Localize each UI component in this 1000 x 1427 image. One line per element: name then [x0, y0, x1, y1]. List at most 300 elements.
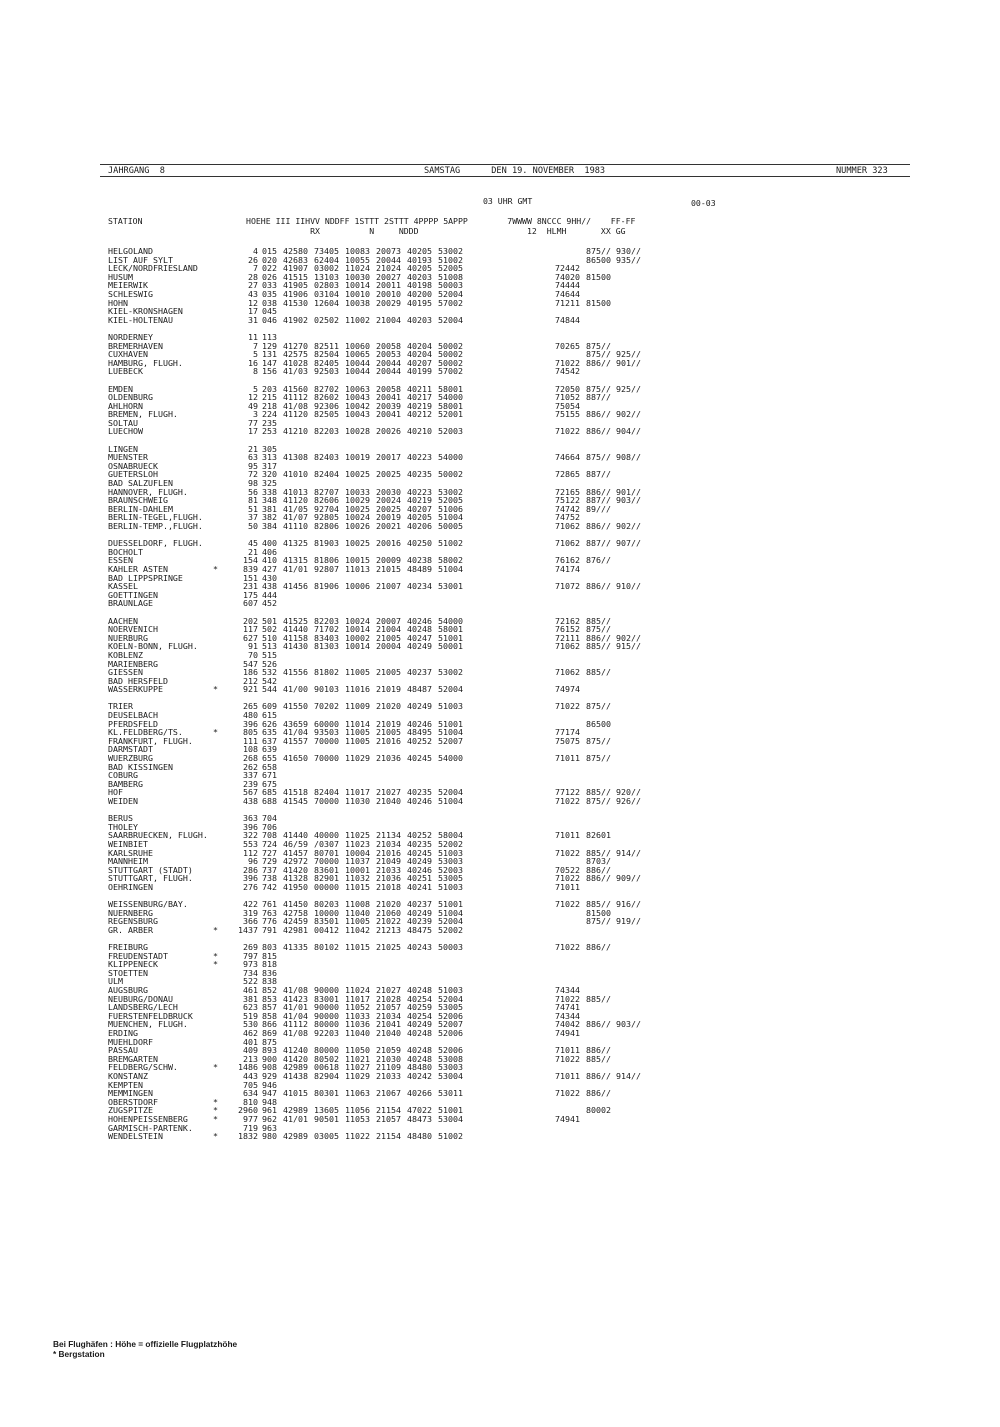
station-row: [108, 427, 898, 436]
station-row: [108, 1098, 898, 1107]
weather-7wwww: 71022: [555, 796, 580, 806]
tendency-5appp: 53002: [438, 246, 463, 256]
iihvv: 41335: [283, 942, 308, 953]
iihvv: 41/04: [283, 1010, 308, 1021]
weather-7wwww: 74742: [555, 503, 580, 514]
station-name: OBERSTDORF: [108, 1096, 158, 1107]
station-row: [108, 720, 898, 729]
weather-7wwww: 75075: [555, 735, 580, 746]
nddff: 82405: [314, 357, 339, 368]
temp-1sttt: 10083: [345, 246, 370, 256]
issue-number: NUMMER 323: [836, 166, 888, 176]
temp-1sttt: 11037: [345, 856, 370, 867]
station-name: WEIDEN: [108, 796, 138, 806]
block-id: 815: [262, 950, 277, 961]
tendency-5appp: 58001: [438, 624, 463, 635]
iihvv: 41010: [283, 469, 308, 480]
station-row: [108, 668, 898, 677]
iihvv: 43659: [283, 718, 308, 729]
temp-1sttt: 10014: [345, 641, 370, 652]
station-height: 276: [243, 881, 258, 892]
tendency-5appp: 53001: [438, 581, 463, 592]
iihvv: 41158: [283, 632, 308, 643]
pressure-4pppp: 40195: [407, 297, 432, 308]
station-row: [108, 1003, 898, 1012]
temp-1sttt: 11040: [345, 1028, 370, 1039]
mountain-station-star: *: [213, 1105, 218, 1116]
iihvv: 42989: [283, 1105, 308, 1116]
block-id: 869: [262, 1028, 277, 1039]
station-row: [108, 565, 898, 574]
station-height: 553: [243, 838, 258, 849]
pressure-4pppp: 40248: [407, 1045, 432, 1056]
station-row: [108, 505, 898, 514]
station-row: [108, 900, 898, 909]
station-row: [108, 977, 898, 986]
station-name: BAD KISSINGEN: [108, 761, 173, 772]
mountain-station-star: *: [213, 563, 218, 574]
station-height: 973: [243, 959, 258, 970]
block-id: 427: [262, 563, 277, 574]
station-row: [108, 995, 898, 1004]
station-name: LECK/NORDFRIESLAND: [108, 263, 198, 274]
nddff: 00000: [314, 881, 339, 892]
cloud-9hh: 901//: [616, 486, 641, 497]
station-name: NUERNBERG: [108, 907, 153, 918]
temp-1sttt: 11022: [345, 1131, 370, 1142]
tendency-5appp: 51004: [438, 796, 463, 806]
temp-2sttt: 20029: [376, 297, 401, 308]
station-name: BERLIN-DAHLEM: [108, 503, 173, 514]
iihvv: 41906: [283, 288, 308, 299]
cloud-8nccc: 875//: [586, 796, 611, 806]
cloud-8nccc: 886//: [586, 873, 611, 884]
pressure-4pppp: 40249: [407, 856, 432, 867]
iihvv: 41530: [283, 297, 308, 308]
tendency-5appp: 52006: [438, 1010, 463, 1021]
temp-1sttt: 11050: [345, 1045, 370, 1056]
block-id: 838: [262, 976, 277, 987]
pressure-4pppp: 40204: [407, 349, 432, 360]
nddff: 70202: [314, 701, 339, 712]
nddff: 70000: [314, 796, 339, 806]
temp-2sttt: 21060: [376, 907, 401, 918]
station-row: [108, 1029, 898, 1038]
weather-7wwww: 70522: [555, 864, 580, 875]
cloud-8nccc: 885//: [586, 787, 611, 798]
station-row: [108, 445, 898, 454]
observation-time: 03 UHR GMT: [483, 196, 533, 206]
station-name: KLIPPENECK: [108, 959, 158, 970]
weather-7wwww: 71072: [555, 581, 580, 592]
cloud-9hh: 902//: [616, 632, 641, 643]
cloud-8nccc: 886//: [586, 864, 611, 875]
station-height: 50: [248, 521, 258, 531]
station-name: MANNHEIM: [108, 856, 148, 867]
station-name: BRAUNLAGE: [108, 598, 153, 609]
nddff: 90000: [314, 985, 339, 996]
tendency-5appp: 54000: [438, 452, 463, 463]
cloud-8nccc: 887//: [586, 495, 611, 506]
weather-7wwww: 71022: [555, 847, 580, 858]
temp-2sttt: 21028: [376, 993, 401, 1004]
tendency-5appp: 53003: [438, 1062, 463, 1073]
station-name: GUETERSLOH: [108, 469, 158, 480]
nddff: 81303: [314, 641, 339, 652]
nddff: 80102: [314, 942, 339, 953]
block-id: 791: [262, 924, 277, 935]
nddff: 12604: [314, 297, 339, 308]
tendency-5appp: 51001: [438, 1105, 463, 1116]
station-height: 401: [243, 1036, 258, 1047]
iihvv: 46/59: [283, 838, 308, 849]
tendency-5appp: 51004: [438, 512, 463, 523]
tendency-5appp: 52007: [438, 735, 463, 746]
nddff: 92203: [314, 1028, 339, 1039]
station-row: [108, 1046, 898, 1055]
cloud-8nccc: 887//: [586, 469, 611, 480]
station-name: LUEBECK: [108, 366, 143, 377]
block-id: 147: [262, 357, 277, 368]
iihvv: 41650: [283, 753, 308, 764]
station-height: 567: [243, 787, 258, 798]
block-id: 544: [262, 684, 277, 695]
pressure-4pppp: 40259: [407, 1002, 432, 1013]
station-height: 21: [248, 546, 258, 557]
pressure-4pppp: 40248: [407, 985, 432, 996]
temp-1sttt: 11032: [345, 873, 370, 884]
iihvv: 41420: [283, 1053, 308, 1064]
station-name: BOCHOLT: [108, 546, 143, 557]
cloud-8nccc: 81500: [586, 271, 611, 282]
station-row: [108, 960, 898, 969]
iihvv: 41902: [283, 314, 308, 325]
station-name: WASSERKUPPE: [108, 684, 163, 695]
block-id: 742: [262, 881, 277, 892]
tendency-5appp: 51003: [438, 847, 463, 858]
station-name: BAMBERG: [108, 778, 143, 789]
iihvv: 41210: [283, 426, 308, 437]
station-height: 839: [243, 563, 258, 574]
block-id: 727: [262, 847, 277, 858]
weather-7wwww: 74974: [555, 684, 580, 695]
pressure-4pppp: 40199: [407, 366, 432, 377]
station-name: TRIER: [108, 701, 133, 712]
block-id: 317: [262, 460, 277, 471]
cloud-9hh: 909//: [616, 873, 641, 884]
weather-7wwww: 72165: [555, 486, 580, 497]
station-row: [108, 771, 898, 780]
station-name: CUXHAVEN: [108, 349, 148, 360]
temp-2sttt: 20016: [376, 538, 401, 549]
block-id: 325: [262, 478, 277, 489]
cloud-9hh: 916//: [616, 899, 641, 910]
station-row: [108, 1115, 898, 1124]
station-name: ERDING: [108, 1028, 138, 1039]
cloud-8nccc: 885//: [586, 615, 611, 626]
station-height: 719: [243, 1122, 258, 1133]
temp-2sttt: 21041: [376, 1019, 401, 1030]
temp-2sttt: 20010: [376, 288, 401, 299]
temp-2sttt: 21022: [376, 916, 401, 927]
station-name: SCHLESWIG: [108, 288, 153, 299]
block-id: 908: [262, 1062, 277, 1073]
nddff: 03104: [314, 288, 339, 299]
temp-1sttt: 10029: [345, 495, 370, 506]
temp-1sttt: 11056: [345, 1105, 370, 1116]
block-id: 046: [262, 314, 277, 325]
iihvv: 42972: [283, 856, 308, 867]
temp-2sttt: 20024: [376, 495, 401, 506]
tendency-5appp: 51001: [438, 899, 463, 910]
block-id: 203: [262, 383, 277, 394]
temp-2sttt: 20041: [376, 409, 401, 420]
block-id: 510: [262, 632, 277, 643]
station-row: [108, 737, 898, 746]
weather-7wwww: 71011: [555, 881, 580, 892]
station-row: [108, 247, 898, 256]
iihvv: 41/04: [283, 727, 308, 738]
block-id: 947: [262, 1088, 277, 1099]
station-row: [108, 883, 898, 892]
nddff: 82806: [314, 521, 339, 531]
cloud-8nccc: 886//: [586, 1071, 611, 1081]
cloud-8nccc: 81500: [586, 297, 611, 308]
block-id: 338: [262, 486, 277, 497]
station-name: STUTTGART (STADT): [108, 864, 193, 875]
weather-7wwww: 71011: [555, 1045, 580, 1056]
nddff: 03002: [314, 263, 339, 274]
nddff: 13103: [314, 271, 339, 282]
station-name: KEMPTEN: [108, 1079, 143, 1090]
station-height: 63: [248, 452, 258, 463]
cloud-8nccc: 886//: [586, 409, 611, 420]
station-row: [108, 393, 898, 402]
nddff: 82602: [314, 392, 339, 403]
mountain-station-star: *: [213, 1096, 218, 1107]
cloud-8nccc: 886//: [586, 632, 611, 643]
station-row: [108, 307, 898, 316]
tendency-5appp: 51004: [438, 563, 463, 574]
station-height: 96: [248, 856, 258, 867]
block-id: 045: [262, 306, 277, 317]
station-name: BREMGARTEN: [108, 1053, 158, 1064]
temp-2sttt: 21005: [376, 667, 401, 678]
station-row: [108, 625, 898, 634]
weather-7wwww: 74174: [555, 563, 580, 574]
tendency-5appp: 52002: [438, 838, 463, 849]
station-name: MUEHLDORF: [108, 1036, 153, 1047]
block-id: 729: [262, 856, 277, 867]
temp-2sttt: 21027: [376, 787, 401, 798]
tendency-5appp: 51004: [438, 727, 463, 738]
cloud-8nccc: 885//: [586, 1053, 611, 1064]
station-name: BRAUNSCHWEIG: [108, 495, 168, 506]
station-name: GOETTINGEN: [108, 589, 158, 600]
station-name: HOF: [108, 787, 123, 798]
station-height: 381: [243, 993, 258, 1004]
tendency-5appp: 51008: [438, 271, 463, 282]
pressure-4pppp: 47022: [407, 1105, 432, 1116]
temp-1sttt: 10033: [345, 486, 370, 497]
station-name: HELGOLAND: [108, 246, 153, 256]
weather-7wwww: 74941: [555, 1028, 580, 1039]
nddff: 73405: [314, 246, 339, 256]
block-id: 963: [262, 1122, 277, 1133]
cloud-8nccc: 875//: [586, 916, 611, 927]
pressure-4pppp: 40203: [407, 271, 432, 282]
station-row: [108, 556, 898, 565]
nddff: 92805: [314, 512, 339, 523]
nddff: 70000: [314, 856, 339, 867]
station-row: [108, 1132, 898, 1141]
pressure-4pppp: 40239: [407, 916, 432, 927]
station-height: 98: [248, 478, 258, 489]
temp-1sttt: 11009: [345, 701, 370, 712]
pressure-4pppp: 40249: [407, 907, 432, 918]
nddff: 71702: [314, 624, 339, 635]
iihvv: 41/05: [283, 503, 308, 514]
pressure-4pppp: 48487: [407, 684, 432, 695]
mountain-station-star: *: [213, 959, 218, 970]
station-row: [108, 385, 898, 394]
cloud-9hh: 914//: [616, 1071, 641, 1081]
temp-1sttt: 10060: [345, 340, 370, 351]
station-name: GR. ARBER: [108, 924, 153, 935]
tendency-5appp: 52004: [438, 288, 463, 299]
pressure-4pppp: 40249: [407, 641, 432, 652]
iihvv: 41315: [283, 555, 308, 566]
temp-1sttt: 11027: [345, 1062, 370, 1073]
station-row: [108, 1020, 898, 1029]
station-name: HAMBURG, FLUGH.: [108, 357, 183, 368]
block-id: 818: [262, 959, 277, 970]
station-name: BAD LIPPSPRINGE: [108, 572, 183, 583]
station-height: 26: [248, 254, 258, 265]
pressure-4pppp: 40246: [407, 718, 432, 729]
weather-7wwww: 71211: [555, 297, 580, 308]
station-name: KOBLENZ: [108, 649, 143, 660]
temp-2sttt: 20011: [376, 280, 401, 291]
group-spacer: [108, 436, 898, 445]
weather-7wwww: 75122: [555, 495, 580, 506]
weather-7wwww: 71062: [555, 538, 580, 549]
cloud-8nccc: 875//: [586, 701, 611, 712]
station-row: [108, 866, 898, 875]
station-height: 117: [243, 624, 258, 635]
nddff: 92503: [314, 366, 339, 377]
station-name: REGENSBURG: [108, 916, 158, 927]
block-id: 348: [262, 495, 277, 506]
nddff: 82511: [314, 340, 339, 351]
temp-2sttt: 21030: [376, 1053, 401, 1064]
temp-1sttt: 11005: [345, 727, 370, 738]
cloud-8nccc: 886//: [586, 486, 611, 497]
station-name: FUERSTENFELDBRUCK: [108, 1010, 193, 1021]
weather-7wwww: 74941: [555, 1113, 580, 1124]
station-name: WEINBIET: [108, 838, 148, 849]
tendency-5appp: 50003: [438, 280, 463, 291]
pressure-4pppp: 40248: [407, 624, 432, 635]
block-id: 384: [262, 521, 277, 531]
station-row: [108, 660, 898, 669]
station-row: [108, 410, 898, 419]
nddff: 81802: [314, 667, 339, 678]
temp-1sttt: 10010: [345, 288, 370, 299]
nddff: 40000: [314, 830, 339, 841]
tendency-5appp: 53004: [438, 1113, 463, 1124]
station-row: [108, 711, 898, 720]
iihvv: 42981: [283, 924, 308, 935]
tendency-5appp: 58001: [438, 383, 463, 394]
temp-2sttt: 20019: [376, 512, 401, 523]
nddff: 80701: [314, 847, 339, 858]
cloud-8nccc: 885//: [586, 993, 611, 1004]
iihvv: 41/07: [283, 512, 308, 523]
weather-7wwww: 71022: [555, 1053, 580, 1064]
block-id: 893: [262, 1045, 277, 1056]
tendency-5appp: 50002: [438, 469, 463, 480]
temp-2sttt: 20058: [376, 340, 401, 351]
pressure-4pppp: 40237: [407, 667, 432, 678]
station-height: 1486: [238, 1062, 258, 1073]
tendency-5appp: 52003: [438, 426, 463, 437]
block-id: 452: [262, 598, 277, 609]
station-name: HUSUM: [108, 271, 133, 282]
station-height: 810: [243, 1096, 258, 1107]
tendency-5appp: 52006: [438, 1045, 463, 1056]
station-name: NOERVENICH: [108, 624, 158, 635]
station-name: FELDBERG/SCHW.: [108, 1062, 178, 1073]
station-row: [108, 952, 898, 961]
iihvv: 41240: [283, 1045, 308, 1056]
pressure-4pppp: 40254: [407, 1010, 432, 1021]
station-height: 269: [243, 942, 258, 953]
station-height: 363: [243, 813, 258, 824]
cloud-8nccc: 886//: [586, 1019, 611, 1030]
iihvv: 41557: [283, 735, 308, 746]
temp-1sttt: 10014: [345, 280, 370, 291]
tendency-5appp: 52004: [438, 993, 463, 1004]
station-name: LINGEN: [108, 443, 138, 454]
tendency-5appp: 53011: [438, 1088, 463, 1099]
station-name: STUTTGART, FLUGH.: [108, 873, 193, 884]
temp-1sttt: 10025: [345, 503, 370, 514]
station-name: DEUSELBACH: [108, 710, 158, 721]
weather-7wwww: 74020: [555, 271, 580, 282]
cloud-8nccc: 876//: [586, 555, 611, 566]
cloud-8nccc: 885//: [586, 667, 611, 678]
nddff: 02803: [314, 280, 339, 291]
weather-7wwww: 74444: [555, 280, 580, 291]
station-height: 705: [243, 1079, 258, 1090]
station-row: [108, 582, 898, 591]
station-name: LUECHOW: [108, 426, 143, 437]
station-name: FREIBURG: [108, 942, 148, 953]
temp-1sttt: 11021: [345, 1053, 370, 1064]
station-name: AHLHORN: [108, 400, 143, 411]
station-row: [108, 1012, 898, 1021]
block-id: 038: [262, 297, 277, 308]
nddff: 90000: [314, 1010, 339, 1021]
group-spacer: [108, 806, 898, 815]
station-row: [108, 849, 898, 858]
cloud-9hh: 925//: [616, 349, 641, 360]
temp-2sttt: 21020: [376, 701, 401, 712]
block-id: 305: [262, 443, 277, 454]
weather-7wwww: 71052: [555, 392, 580, 403]
nddff: /0307: [314, 838, 339, 849]
